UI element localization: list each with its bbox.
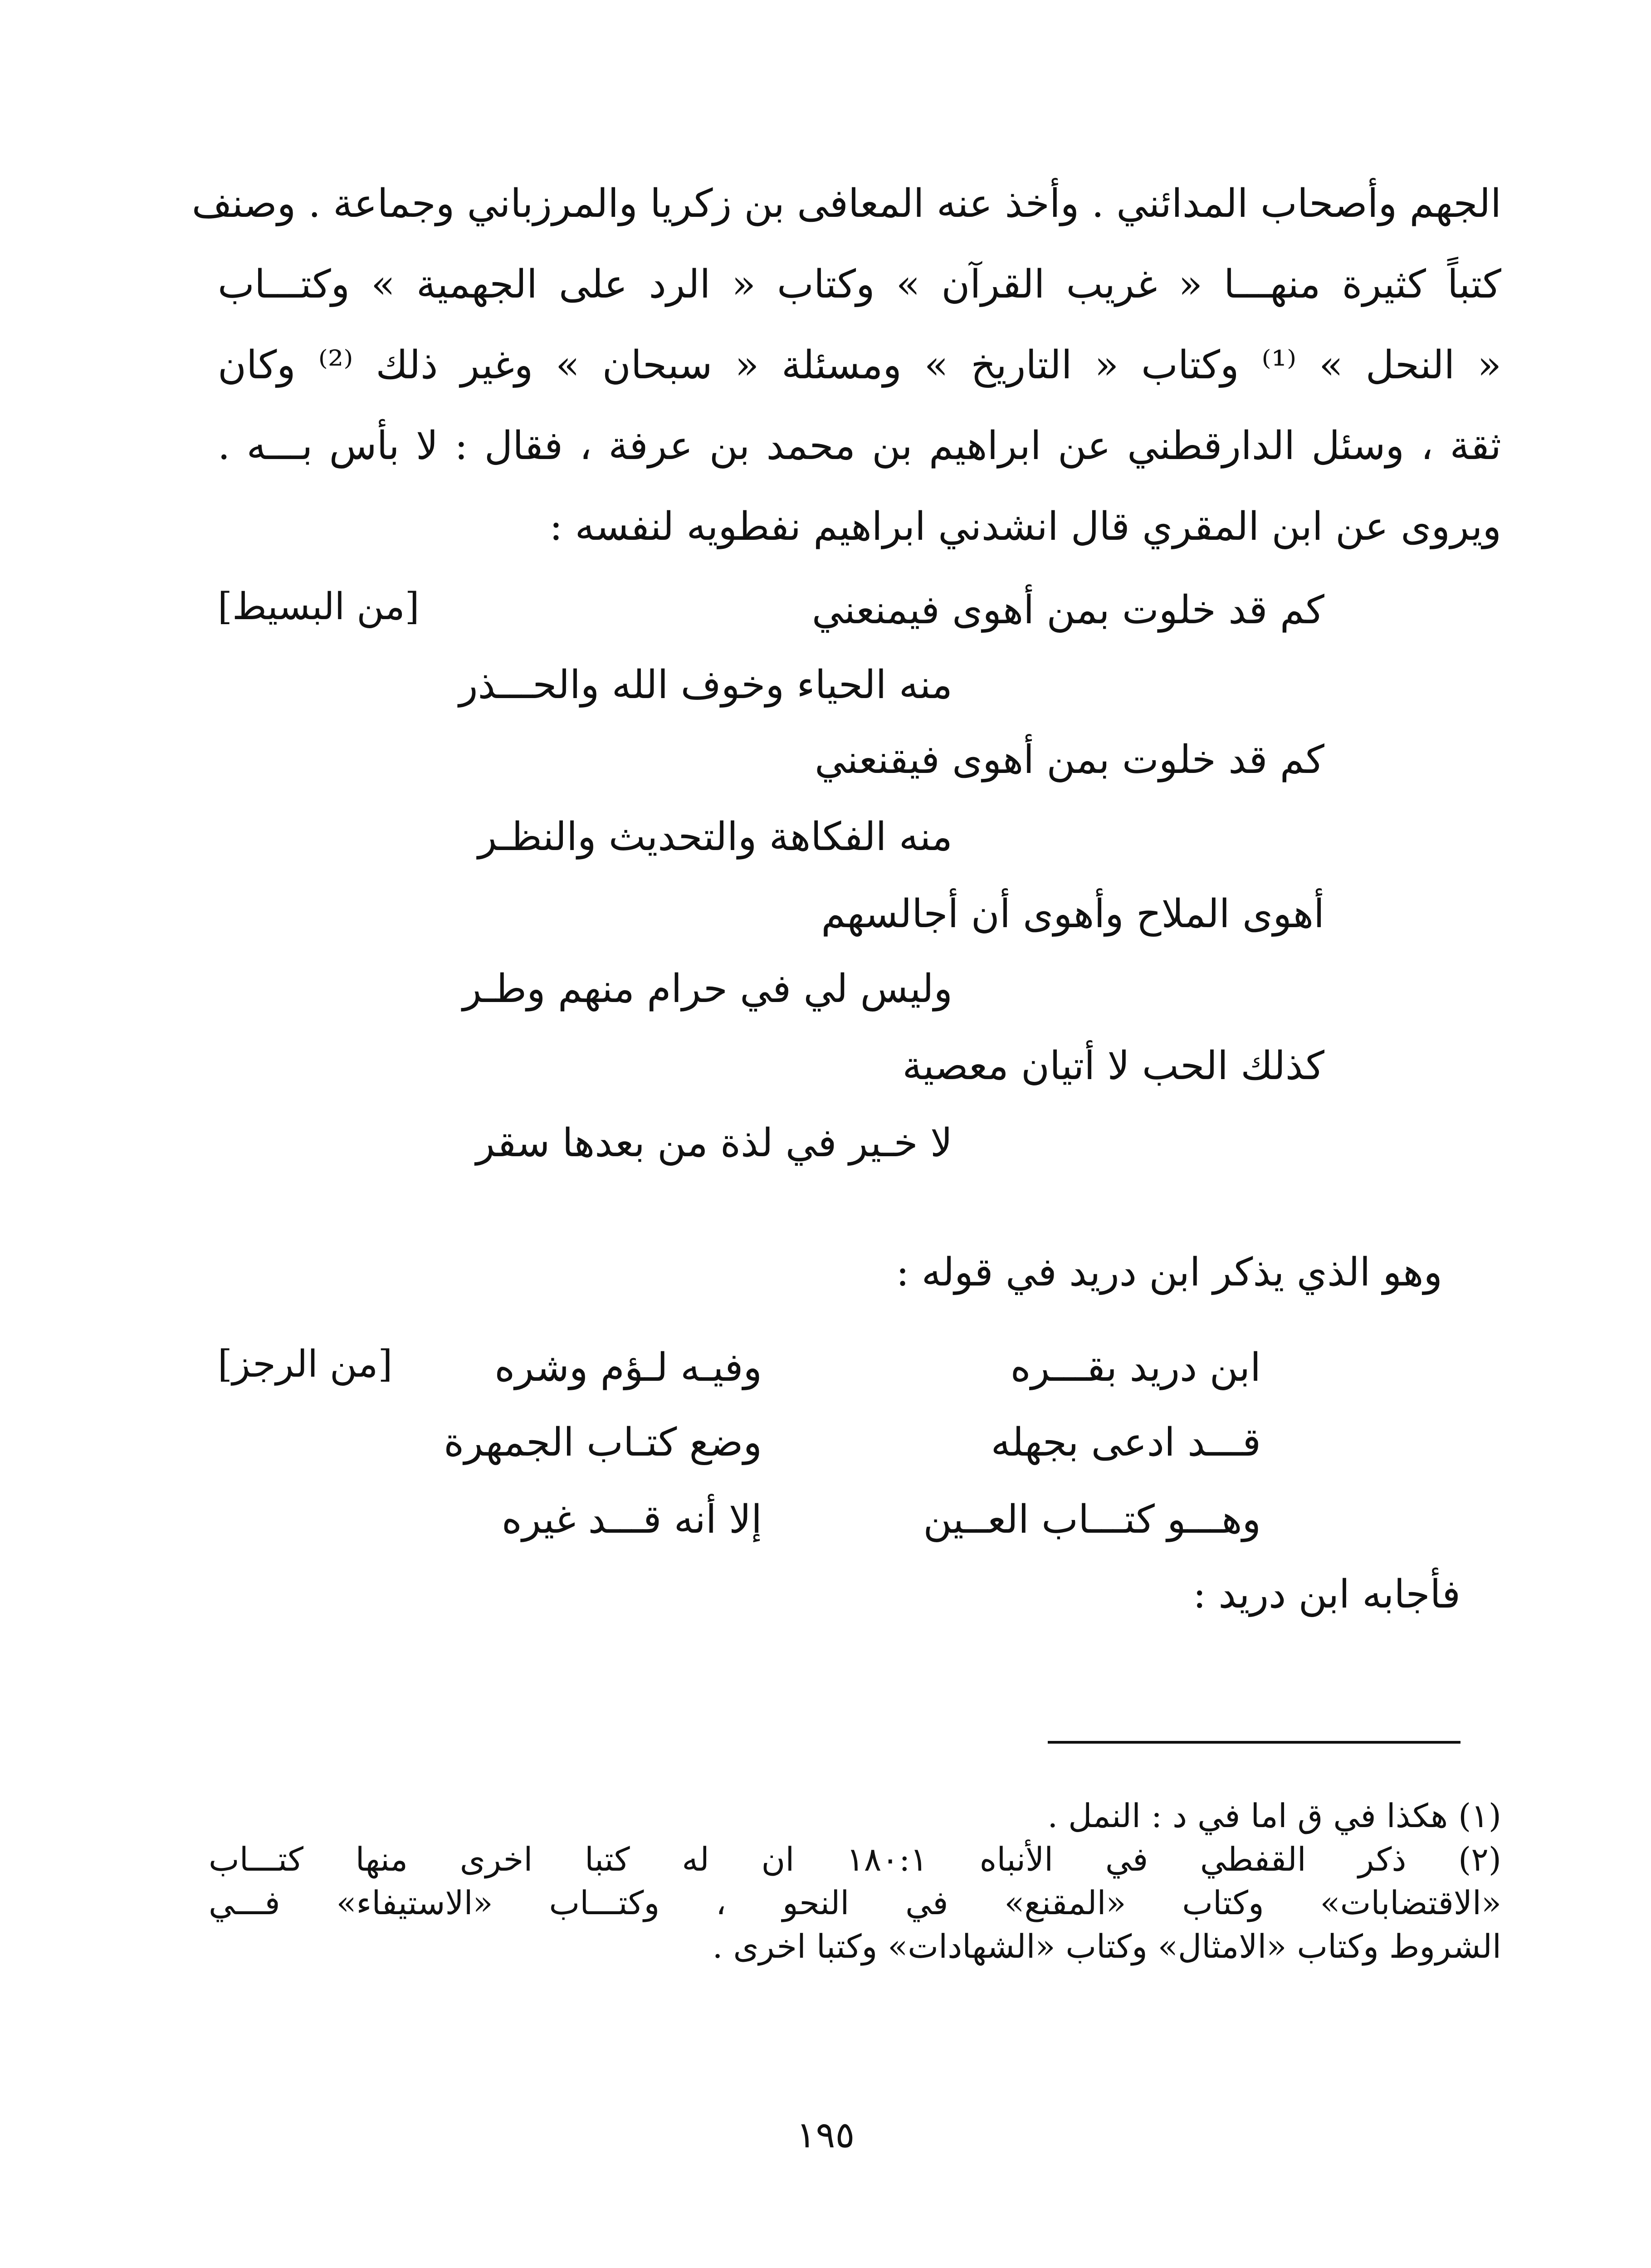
prose-line: ثقة ، وسئل الدارقطني عن ابراهيم بن محمد بن عرفة ، فقال : لا بأس بـــه . (218, 423, 1501, 469)
prose-line: كتباً كثيرة منهـــا « غريب القرآن » وكتاب « الرد على الجهمية » وكتـــاب (218, 262, 1501, 307)
prose-line: « النحل » ⁽¹⁾ وكتاب « التاريخ » ومسئلة « سبحان » وغير ذلك ⁽²⁾ وكان (218, 342, 1501, 388)
hemistich-second: وضع كتـاب الجمهرة (444, 1420, 762, 1465)
prose-line: ويروى عن ابن المقري قال انشدني ابراهيم نفطويه لنفسه : (549, 504, 1501, 549)
prose-paragraph (191, 163, 1501, 567)
meter-label-rajaz: [من الرجز] (218, 1343, 393, 1386)
footnotes (209, 1794, 1501, 1968)
hemistich-first: وهـــو كتـــاب العــين (923, 1497, 1261, 1542)
footnote-line: «الاقتضابات» وكتاب «المقنع» في النحو ، وكتـــاب «الاستيفاء» فـــي (209, 1884, 1501, 1922)
hemistich-first: قـــد ادعى بجهله (991, 1420, 1261, 1465)
verse-line: وليس لي في حرام منهم وطـر (463, 966, 952, 1012)
footnote-line: (٢) ذكر القفطي في الأنباه ١٨٠:١ ان له كتبا اخرى منها كتـــاب (209, 1840, 1502, 1878)
footnote-separator (1048, 1741, 1460, 1744)
page-number: ١٩٥ (796, 2114, 855, 2156)
verse-intro: وهو الذي يذكر ابن دريد في قوله : (896, 1250, 1442, 1295)
reply-intro: فأجابه ابن دريد : (1193, 1572, 1460, 1617)
verse-line: كم قد خلوت بمن أهوى فيمنعني (811, 587, 1324, 633)
verse-line: منه الفكاهة والتحديث والنظـر (478, 814, 952, 860)
footnote-line: الشروط وكتاب «الامثال» وكتاب «الشهادات» وكتبا اخرى . (712, 1927, 1501, 1965)
verse-line: لا خـير في لذة من بعدها سقر (476, 1120, 952, 1166)
prose-line: الجهم وأصحاب المدائني . وأخذ عنه المعافى بن زكريا والمرزباني وجماعة . وصنف (191, 181, 1501, 226)
verse-line: منه الحياء وخوف الله والحـــذر (459, 662, 952, 708)
verse-line: أهوى الملاح وأهوى أن أجالسهم (821, 891, 1324, 937)
verse-line: كذلك الحب لا أتيان معصية (902, 1043, 1324, 1089)
meter-label-basit: [من البسيط] (218, 585, 420, 628)
hemistich-second: إلا أنه قـــد غيره (501, 1497, 762, 1542)
hemistich-first: ابن دريد بقـــره (1010, 1345, 1261, 1390)
verse-line: كم قد خلوت بمن أهوى فيقنعني (815, 737, 1324, 782)
footnote-line: (١) هكذا في ق اما في د : النمل . (1047, 1797, 1501, 1835)
hemistich-second: وفيـه لـؤم وشره (494, 1345, 762, 1390)
